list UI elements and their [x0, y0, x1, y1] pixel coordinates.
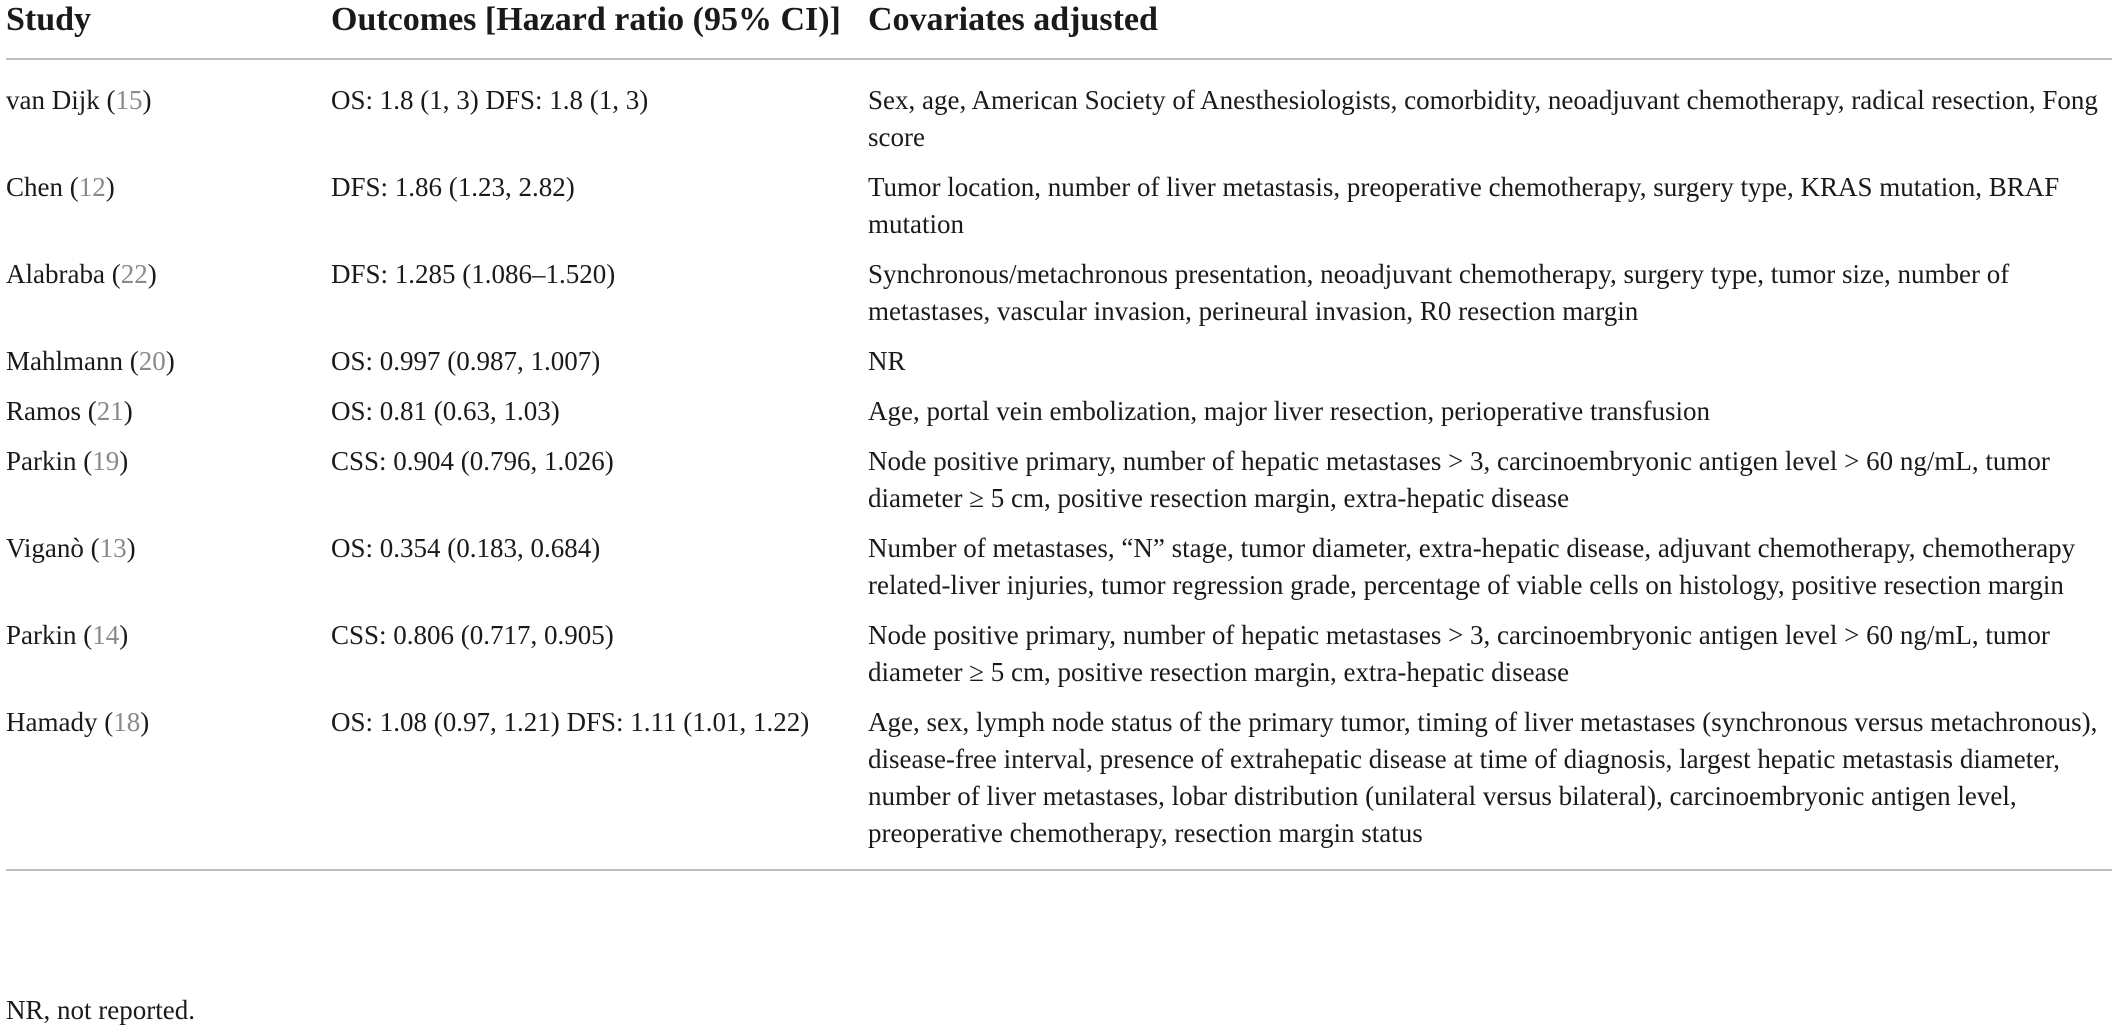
covariates-cell: Age, sex, lymph node status of the primary tumor, timing of liver metastases (synchronous versus metachronous), disease-free interval, presence of extrahepatic disease at time of diagnosis, largest hepatic metastasis diameter, number of liver metastases, lobar distribution (unilateral versus bilateral), carcinoembryonic antigen level, preoperative chemotherapy, resection margin status [868, 704, 2112, 870]
citation-link[interactable]: 12 [78, 172, 106, 202]
citation-link[interactable]: 19 [92, 446, 120, 476]
citation-link[interactable]: 22 [120, 259, 148, 289]
header-covariates: Covariates adjusted [868, 0, 2112, 59]
covariates-cell: Synchronous/metachronous presentation, neoadjuvant chemotherapy, surgery type, tumor size, number of metastases, vascular invasion, perineural invasion, R0 resection margin [868, 259, 2010, 326]
citation-close-paren: ) [126, 533, 136, 563]
study-author: Mahlmann [6, 346, 123, 376]
outcomes-cell: DFS: 1.285 (1.086–1.520) [331, 259, 616, 289]
table-body [6, 59, 2112, 870]
citation-open-paren: ( [76, 620, 93, 650]
citation-close-paren: ) [140, 707, 150, 737]
study-cell [6, 393, 331, 443]
covariates-cell: Age, portal vein embolization, major liver resection, perioperative transfusion [868, 396, 1710, 426]
citation-link[interactable]: 21 [96, 396, 124, 426]
table-footnote: NR, not reported. [6, 995, 195, 1025]
citation-close-paren: ) [142, 85, 152, 115]
study-cell [6, 530, 331, 617]
table-row [6, 59, 2112, 169]
covariates-cell: NR [868, 346, 906, 376]
hazard-ratio-table [6, 0, 2112, 871]
header-row [6, 0, 2112, 59]
covariates-cell: Node positive primary, number of hepatic metastases > 3, carcinoembryonic antigen level > 60 ng/mL, tumor diameter ≥ 5 cm, positive resection margin, extra-hepatic disease [868, 620, 2050, 687]
study-cell [6, 169, 331, 256]
study-author: Alabraba [6, 259, 105, 289]
outcomes-cell: CSS: 0.904 (0.796, 1.026) [331, 446, 614, 476]
study-cell [6, 704, 331, 870]
citation-close-paren: ) [147, 259, 157, 289]
study-cell [6, 343, 331, 393]
study-cell [6, 617, 331, 704]
outcomes-cell: OS: 0.81 (0.63, 1.03) [331, 396, 560, 426]
study-cell [6, 59, 331, 169]
table-row [6, 530, 2112, 617]
outcomes-cell: OS: 1.8 (1, 3) DFS: 1.8 (1, 3) [331, 85, 649, 115]
covariates-cell: Tumor location, number of liver metastasis, preoperative chemotherapy, surgery type, KRAS mutation, BRAF mutation [868, 172, 2060, 239]
study-author: Parkin [6, 446, 77, 476]
citation-open-paren: ( [122, 346, 139, 376]
outcomes-cell: CSS: 0.806 (0.717, 0.905) [331, 620, 614, 650]
table-row [6, 393, 2112, 443]
citation-open-paren: ( [83, 533, 100, 563]
study-author: van Dijk [6, 85, 100, 115]
citation-open-paren: ( [97, 707, 114, 737]
citation-link[interactable]: 20 [138, 346, 166, 376]
citation-close-paren: ) [123, 396, 133, 426]
covariates-cell: Number of metastases, “N” stage, tumor diameter, extra-hepatic disease, adjuvant chemotherapy, chemotherapy related-liver injuries, tumor regression grade, percentage of viable cells on histology, positive resection margin [868, 533, 2076, 600]
citation-close-paren: ) [165, 346, 175, 376]
citation-close-paren: ) [119, 620, 129, 650]
table-row [6, 617, 2112, 704]
header-study: Study [6, 0, 331, 59]
citation-open-paren: ( [99, 85, 116, 115]
study-author: Chen [6, 172, 63, 202]
citation-link[interactable]: 15 [115, 85, 143, 115]
outcomes-cell: OS: 0.354 (0.183, 0.684) [331, 533, 601, 563]
covariates-cell: Sex, age, American Society of Anesthesiologists, comorbidity, neoadjuvant chemotherapy, radical resection, Fong score [868, 85, 2098, 152]
study-author: Parkin [6, 620, 77, 650]
outcomes-cell: OS: 1.08 (0.97, 1.21) DFS: 1.11 (1.01, 1.22) [331, 704, 868, 870]
citation-open-paren: ( [63, 172, 79, 202]
table-row [6, 343, 2112, 393]
outcomes-cell: DFS: 1.86 (1.23, 2.82) [331, 172, 575, 202]
study-author: Viganò [6, 533, 84, 563]
citation-close-paren: ) [119, 446, 129, 476]
citation-close-paren: ) [105, 172, 115, 202]
citation-link[interactable]: 14 [92, 620, 120, 650]
citation-open-paren: ( [104, 259, 121, 289]
citation-link[interactable]: 18 [113, 707, 141, 737]
table-row [6, 704, 2112, 870]
citation-open-paren: ( [81, 396, 97, 426]
study-author: Hamady [6, 707, 98, 737]
study-cell [6, 256, 331, 343]
table-header [6, 0, 2112, 59]
header-outcomes: Outcomes [Hazard ratio (95% CI)] [331, 0, 868, 59]
table-row [6, 256, 2112, 343]
citation-link[interactable]: 13 [99, 533, 127, 563]
study-cell [6, 443, 331, 530]
citation-open-paren: ( [76, 446, 93, 476]
study-author: Ramos [6, 396, 82, 426]
outcomes-cell: OS: 0.997 (0.987, 1.007) [331, 346, 601, 376]
table-row [6, 169, 2112, 256]
table-row [6, 443, 2112, 530]
covariates-cell: Node positive primary, number of hepatic metastases > 3, carcinoembryonic antigen level > 60 ng/mL, tumor diameter ≥ 5 cm, positive resection margin, extra-hepatic disease [868, 446, 2050, 513]
